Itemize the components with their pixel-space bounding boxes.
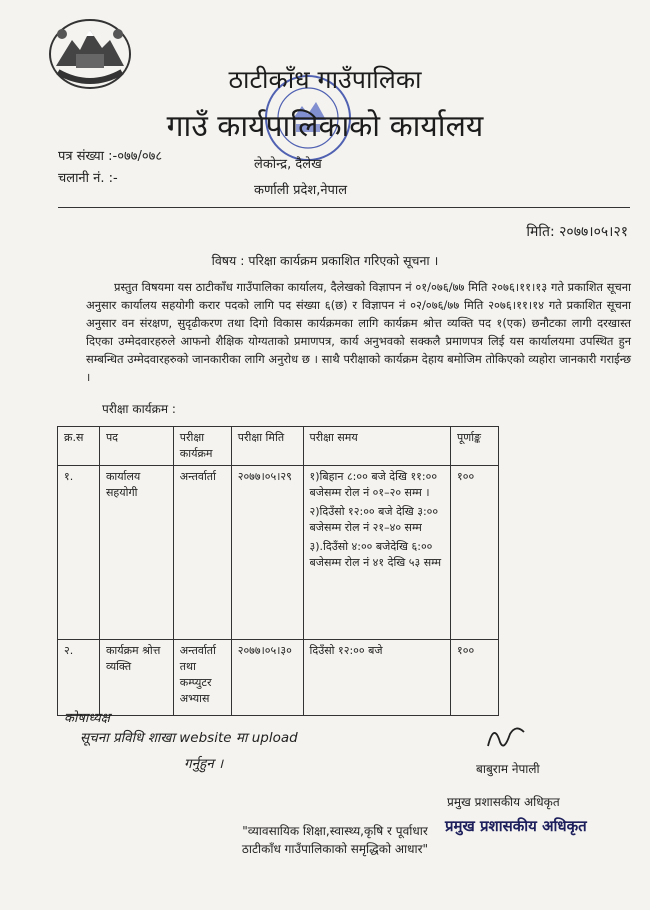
time-slot: १)बिहान ८:०० बजे देखि ११:०० बजेसम्म रोल नं ०१–२० सम्म । [309,470,438,499]
location-line-1: लेकोन्द्र, दैलेख [254,157,322,172]
cell-program: अन्तर्वार्ता तथा कम्प्युटर अभ्यास [173,640,231,716]
motto-line-1: "व्यावसायिक शिक्षा,स्वास्थ्य,कृषि र पूर्वाधार [242,824,428,838]
cell-date: २०७७।०५।३० [231,640,303,716]
cell-program: अन्तर्वार्ता [173,466,231,640]
cell-marks: १०० [451,640,499,716]
signatory-stamp-title: प्रमुख प्रशासकीय अधिकृत [445,817,587,835]
handnote-line-3: गर्नुहुन । [184,756,224,772]
time-slot: २)दिउँसो १२:०० बजे देखि ३:०० बजेसम्म रोल नं २१–४० सम्म [309,505,439,534]
signatory-name: बाबुराम नेपाली [476,762,540,776]
header-post: पद [99,427,173,466]
signatory-title: प्रमुख प्रशासकीय अधिकृत [447,795,560,809]
location-line-2: कर्णाली प्रदेश,नेपाल [254,183,348,198]
office-name: गाउँ कार्यपालिकाको कार्यालय [166,109,484,144]
notice-body: प्रस्तुत विषयमा यस ठाटीकाँध गाउँपालिका कार्यालय, दैलेखको विज्ञापन नं ०१/०७६/७७ मिति २०७६।११।१३ गते प्रकाशित सूचना अनुसार कार्यालय सहयोगी करार पदको लागि पद संख्या ६(छ) र विज्ञापन नं ०२/०७६/७७ मिति २०७६।११।१४ गते प्रकाशित सूचना अनुसार वन संरक्षण, सुदृढीकरण तथा दिगो विकास कार्यक्रमका लागि कार्यक्रम श्रोत्त व्यक्ति पद १(एक) छनौटका लागी दरखास्त दिएका उम्मेदवारहरुले आफनो शैक्षिक योग्यताको प्रमाणपत्र, कार्य अनुभवको सक्कलै प्रमाणपत्र लिई यस कार्यालयमा उपस्थित हुन सम्बन्धित उम्मेदवारहरुको जानकारीका लागि अनुरोध छ । साथै परीक्षाको कार्यक्रम देहाय बमोजिम तोकिएको व्यहोरा जानकारी गराईन्छ । [86,280,631,384]
cell-date: २०७७।०५।२९ [231,466,303,640]
cell-marks: १०० [451,466,499,640]
letter-number: पत्र संख्या :-०७७/०७८ [58,149,163,164]
dispatch-number: चलानी नं. :- [58,171,118,186]
header-time: परीक्षा समय [303,427,450,466]
program-label: परीक्षा कार्यक्रम : [102,402,176,416]
header-divider [58,207,630,208]
handnote-line-1: कोषाध्यक्ष [64,711,110,726]
handnote-line-2: सूचना प्रविधि शाखा website मा upload [80,730,298,746]
org-name: ठाटीकाँध गाउँपालिका [228,65,422,94]
cell-post: कार्यालय सहयोगी [99,466,173,640]
cell-time [303,640,450,716]
table-row [58,640,499,716]
notice-subject: विषय : परिक्षा कार्यक्रम प्रकाशित गरिएको सूचना । [211,253,439,268]
time-slot: दिउँसो १२:०० बजे [309,644,383,657]
office-motto [0,822,650,858]
header-marks: पूर्णाङ्क [451,427,499,466]
signature-icon [480,712,540,752]
time-slot: ३).दिउँसो ४:०० बजेदेखि ६:०० बजेसम्म रोल नं ४१ देखि ५३ सम्म [309,540,442,569]
header-program: परीक्षा कार्यक्रम [173,427,231,466]
cell-sn: १. [58,466,100,640]
header-sn: क्र.स [58,427,100,466]
table-header-row [58,427,499,466]
motto-line-2: ठाटीकाँध गाउँपालिकाको समृद्धिको आधार" [241,842,429,856]
table-row [58,466,499,640]
exam-schedule-table [57,426,499,716]
cell-time [303,466,450,640]
cell-post: कार्यक्रम श्रोत्त व्यक्ति [99,640,173,716]
notice-date: मिति: २०७७।०५।२१ [526,224,628,240]
cell-sn: २. [58,640,100,716]
header-date: परीक्षा मिति [231,427,303,466]
